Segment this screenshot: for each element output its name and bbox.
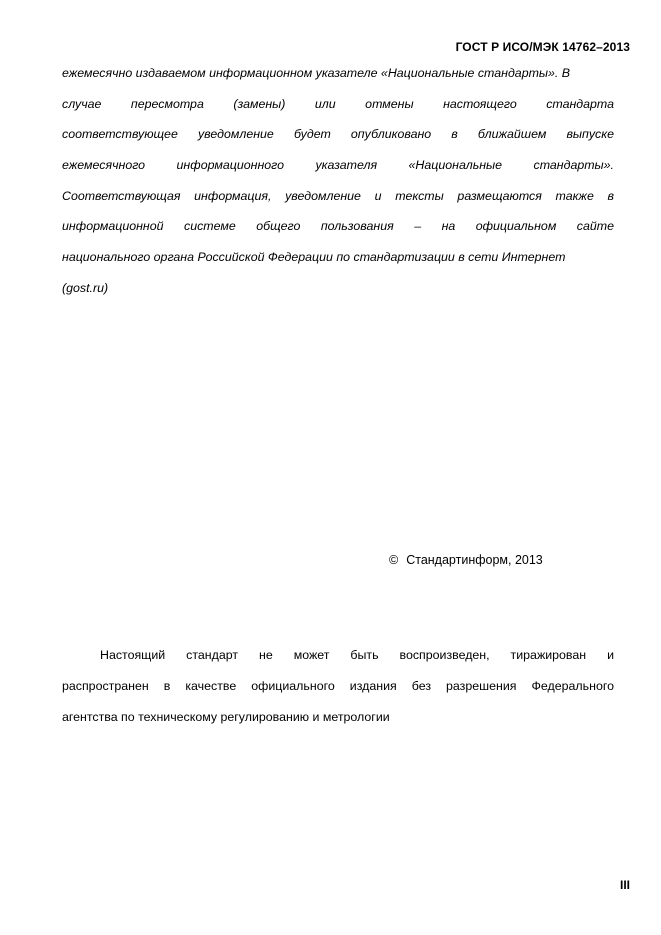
paragraph-line: национального органа Российской Федерации по стандартизации в сети Интернет — [62, 250, 566, 265]
paragraph-line: Соответствующая информация, уведомление и тексты размещаются также в — [62, 188, 614, 203]
paragraph-line: случае пересмотра (замены) или отмены настоящего стандарта — [62, 96, 614, 111]
page-number: III — [619, 878, 630, 892]
paragraph-line: ежемесячного информационного указателя «Национальные стандарты». — [62, 158, 614, 173]
document-code-header: ГОСТ Р ИСО/МЭК 14762–2013 — [455, 40, 630, 54]
paragraph-line: Настоящий стандарт не может быть воспроизведен, тиражирован и — [100, 648, 614, 662]
copyright-symbol: © — [389, 553, 399, 567]
paragraph-line: распространен в качестве официального издания без разрешения Федерального — [62, 679, 614, 693]
paragraph-line: ежемесячно издаваемом информационном указателе «Национальные стандарты». В — [62, 66, 571, 80]
copyright-notice — [389, 553, 543, 567]
copyright-text: Стандартинформ, 2013 — [406, 553, 543, 567]
paragraph-line: (gost.ru) — [62, 280, 109, 295]
paragraph-line: соответствующее уведомление будет опубликовано в ближайшем выпуске — [62, 127, 614, 142]
paragraph-line: агентства по техническому регулированию и метрологии — [62, 710, 390, 724]
paragraph-line: информационной системе общего пользования – на официальном сайте — [62, 219, 614, 234]
reproduction-notice-paragraph — [62, 640, 614, 733]
publication-info-paragraph — [62, 58, 614, 304]
